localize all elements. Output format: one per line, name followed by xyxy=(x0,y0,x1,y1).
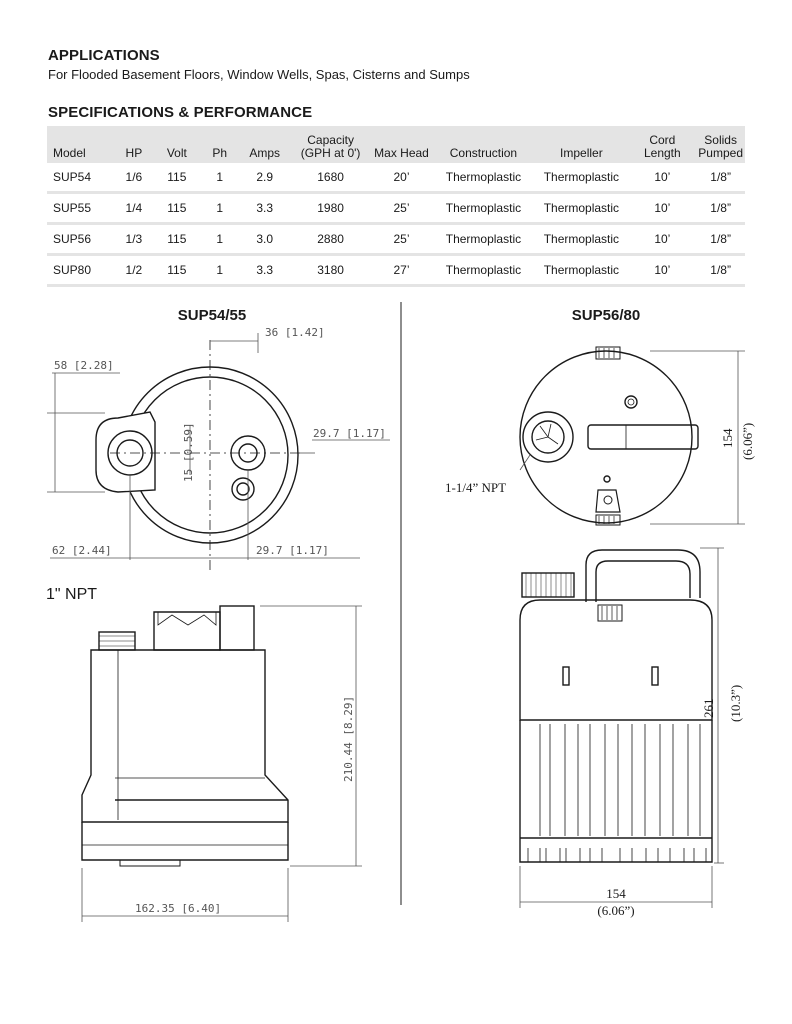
cell-amps: 2.9 xyxy=(256,170,274,184)
cell-impeller: Thermoplastic xyxy=(543,201,620,215)
dim-36: 36 [1.42] xyxy=(265,326,325,339)
cell-model: SUP55 xyxy=(53,201,92,215)
cell-cord: 10’ xyxy=(654,170,671,184)
sup54-side-view xyxy=(82,606,288,866)
dim-62: 62 [2.44] xyxy=(52,544,112,557)
col-hp: HP xyxy=(115,126,153,163)
cell-hp: 1/4 xyxy=(125,201,143,215)
col-capacity-line2: (GPH at 0') xyxy=(300,146,361,160)
sup54-top-view xyxy=(96,340,300,570)
cell-max-head: 20’ xyxy=(393,170,410,184)
cell-volt: 115 xyxy=(167,232,187,246)
cell-construction: Thermoplastic xyxy=(445,170,522,184)
dim-261: 261 xyxy=(701,698,716,718)
sup56-side-dimension-lines xyxy=(520,548,724,908)
col-cord-line1: Cord xyxy=(649,133,676,147)
col-solids-pumped xyxy=(696,126,745,163)
cell-solids: 1/8” xyxy=(710,201,731,215)
cell-hp: 1/6 xyxy=(125,170,143,184)
specifications-table xyxy=(47,126,745,287)
table-row xyxy=(47,224,745,255)
npt-1-1-4-label: 1-1/4” NPT xyxy=(445,480,507,495)
cell-model: SUP80 xyxy=(53,263,92,277)
cell-amps: 3.3 xyxy=(256,263,274,277)
cell-cord: 10’ xyxy=(654,263,671,277)
col-impeller: Impeller xyxy=(534,126,628,163)
cell-model: SUP56 xyxy=(53,232,92,246)
col-cord-line2: Length xyxy=(643,146,681,160)
col-volt: Volt xyxy=(153,126,201,163)
table-row xyxy=(47,193,745,224)
cell-volt: 115 xyxy=(167,263,187,277)
dim-6-06-top: (6.06”) xyxy=(740,422,755,460)
cell-construction: Thermoplastic xyxy=(445,232,522,246)
col-ph: Ph xyxy=(201,126,239,163)
cell-max-head: 27’ xyxy=(393,263,410,277)
sup56-side-view xyxy=(520,550,712,862)
col-solids-line1: Solids xyxy=(704,133,737,147)
dim-15: 15 [0.59] xyxy=(182,422,195,482)
col-solids-line2: Pumped xyxy=(698,146,743,160)
col-model: Model xyxy=(47,126,115,163)
dim-29-7-top: 29.7 [1.17] xyxy=(313,427,386,440)
cell-capacity: 2880 xyxy=(317,232,344,246)
cell-cord: 10’ xyxy=(654,232,671,246)
col-amps: Amps xyxy=(239,126,291,163)
cell-ph: 1 xyxy=(216,263,224,277)
cell-capacity: 1980 xyxy=(317,201,344,215)
dim-29-7-bottom: 29.7 [1.17] xyxy=(256,544,329,557)
cell-impeller: Thermoplastic xyxy=(543,170,620,184)
dim-154-bottom: 154 xyxy=(606,886,626,901)
col-capacity-line1: Capacity xyxy=(307,133,354,147)
col-construction: Construction xyxy=(432,126,534,163)
dim-6-06-bottom: (6.06”) xyxy=(597,903,635,918)
sup56-top-dimension-lines xyxy=(520,351,745,524)
npt-1-inch-label: 1" NPT xyxy=(46,586,98,603)
sup54-side-dimension-lines xyxy=(82,606,362,922)
cell-volt: 115 xyxy=(167,170,187,184)
col-capacity xyxy=(291,126,371,163)
cell-cord: 10’ xyxy=(654,201,671,215)
dim-162-35: 162.35 [6.40] xyxy=(135,902,222,915)
cell-ph: 1 xyxy=(216,170,224,184)
cell-impeller: Thermoplastic xyxy=(543,263,620,277)
table-row xyxy=(47,163,745,193)
dim-210-44: 210.44 [8.29] xyxy=(342,695,355,782)
cell-solids: 1/8” xyxy=(710,263,731,277)
cell-construction: Thermoplastic xyxy=(445,263,522,277)
cell-amps: 3.0 xyxy=(256,232,274,246)
cell-construction: Thermoplastic xyxy=(445,201,522,215)
cell-ph: 1 xyxy=(216,201,224,215)
dim-10-3: (10.3”) xyxy=(728,684,743,722)
cell-volt: 115 xyxy=(167,201,187,215)
applications-text: For Flooded Basement Floors, Window Wells, Spas, Cisterns and Sumps xyxy=(48,67,470,82)
table-row xyxy=(47,255,745,286)
cell-capacity: 1680 xyxy=(317,170,344,184)
cell-max-head: 25’ xyxy=(393,201,410,215)
cell-hp: 1/2 xyxy=(125,263,143,277)
sup54-55-title: SUP54/55 xyxy=(177,307,247,324)
cell-hp: 1/3 xyxy=(125,232,143,246)
cell-ph: 1 xyxy=(216,232,224,246)
cell-impeller: Thermoplastic xyxy=(543,232,620,246)
col-max-head: Max Head xyxy=(371,126,433,163)
cell-max-head: 25’ xyxy=(393,232,410,246)
applications-heading: APPLICATIONS xyxy=(48,47,160,64)
cell-solids: 1/8” xyxy=(710,232,731,246)
col-cord-length xyxy=(628,126,696,163)
cell-solids: 1/8” xyxy=(710,170,731,184)
dim-58: 58 [2.28] xyxy=(54,359,114,372)
dimension-drawings xyxy=(0,290,792,930)
sup56-80-title: SUP56/80 xyxy=(571,307,641,324)
cell-model: SUP54 xyxy=(53,170,92,184)
cell-capacity: 3180 xyxy=(317,263,344,277)
specifications-heading: SPECIFICATIONS & PERFORMANCE xyxy=(48,104,313,121)
cell-amps: 3.3 xyxy=(256,201,274,215)
dim-154-top: 154 xyxy=(720,428,735,448)
table-header-row xyxy=(47,126,745,163)
sup56-top-view xyxy=(520,347,698,525)
